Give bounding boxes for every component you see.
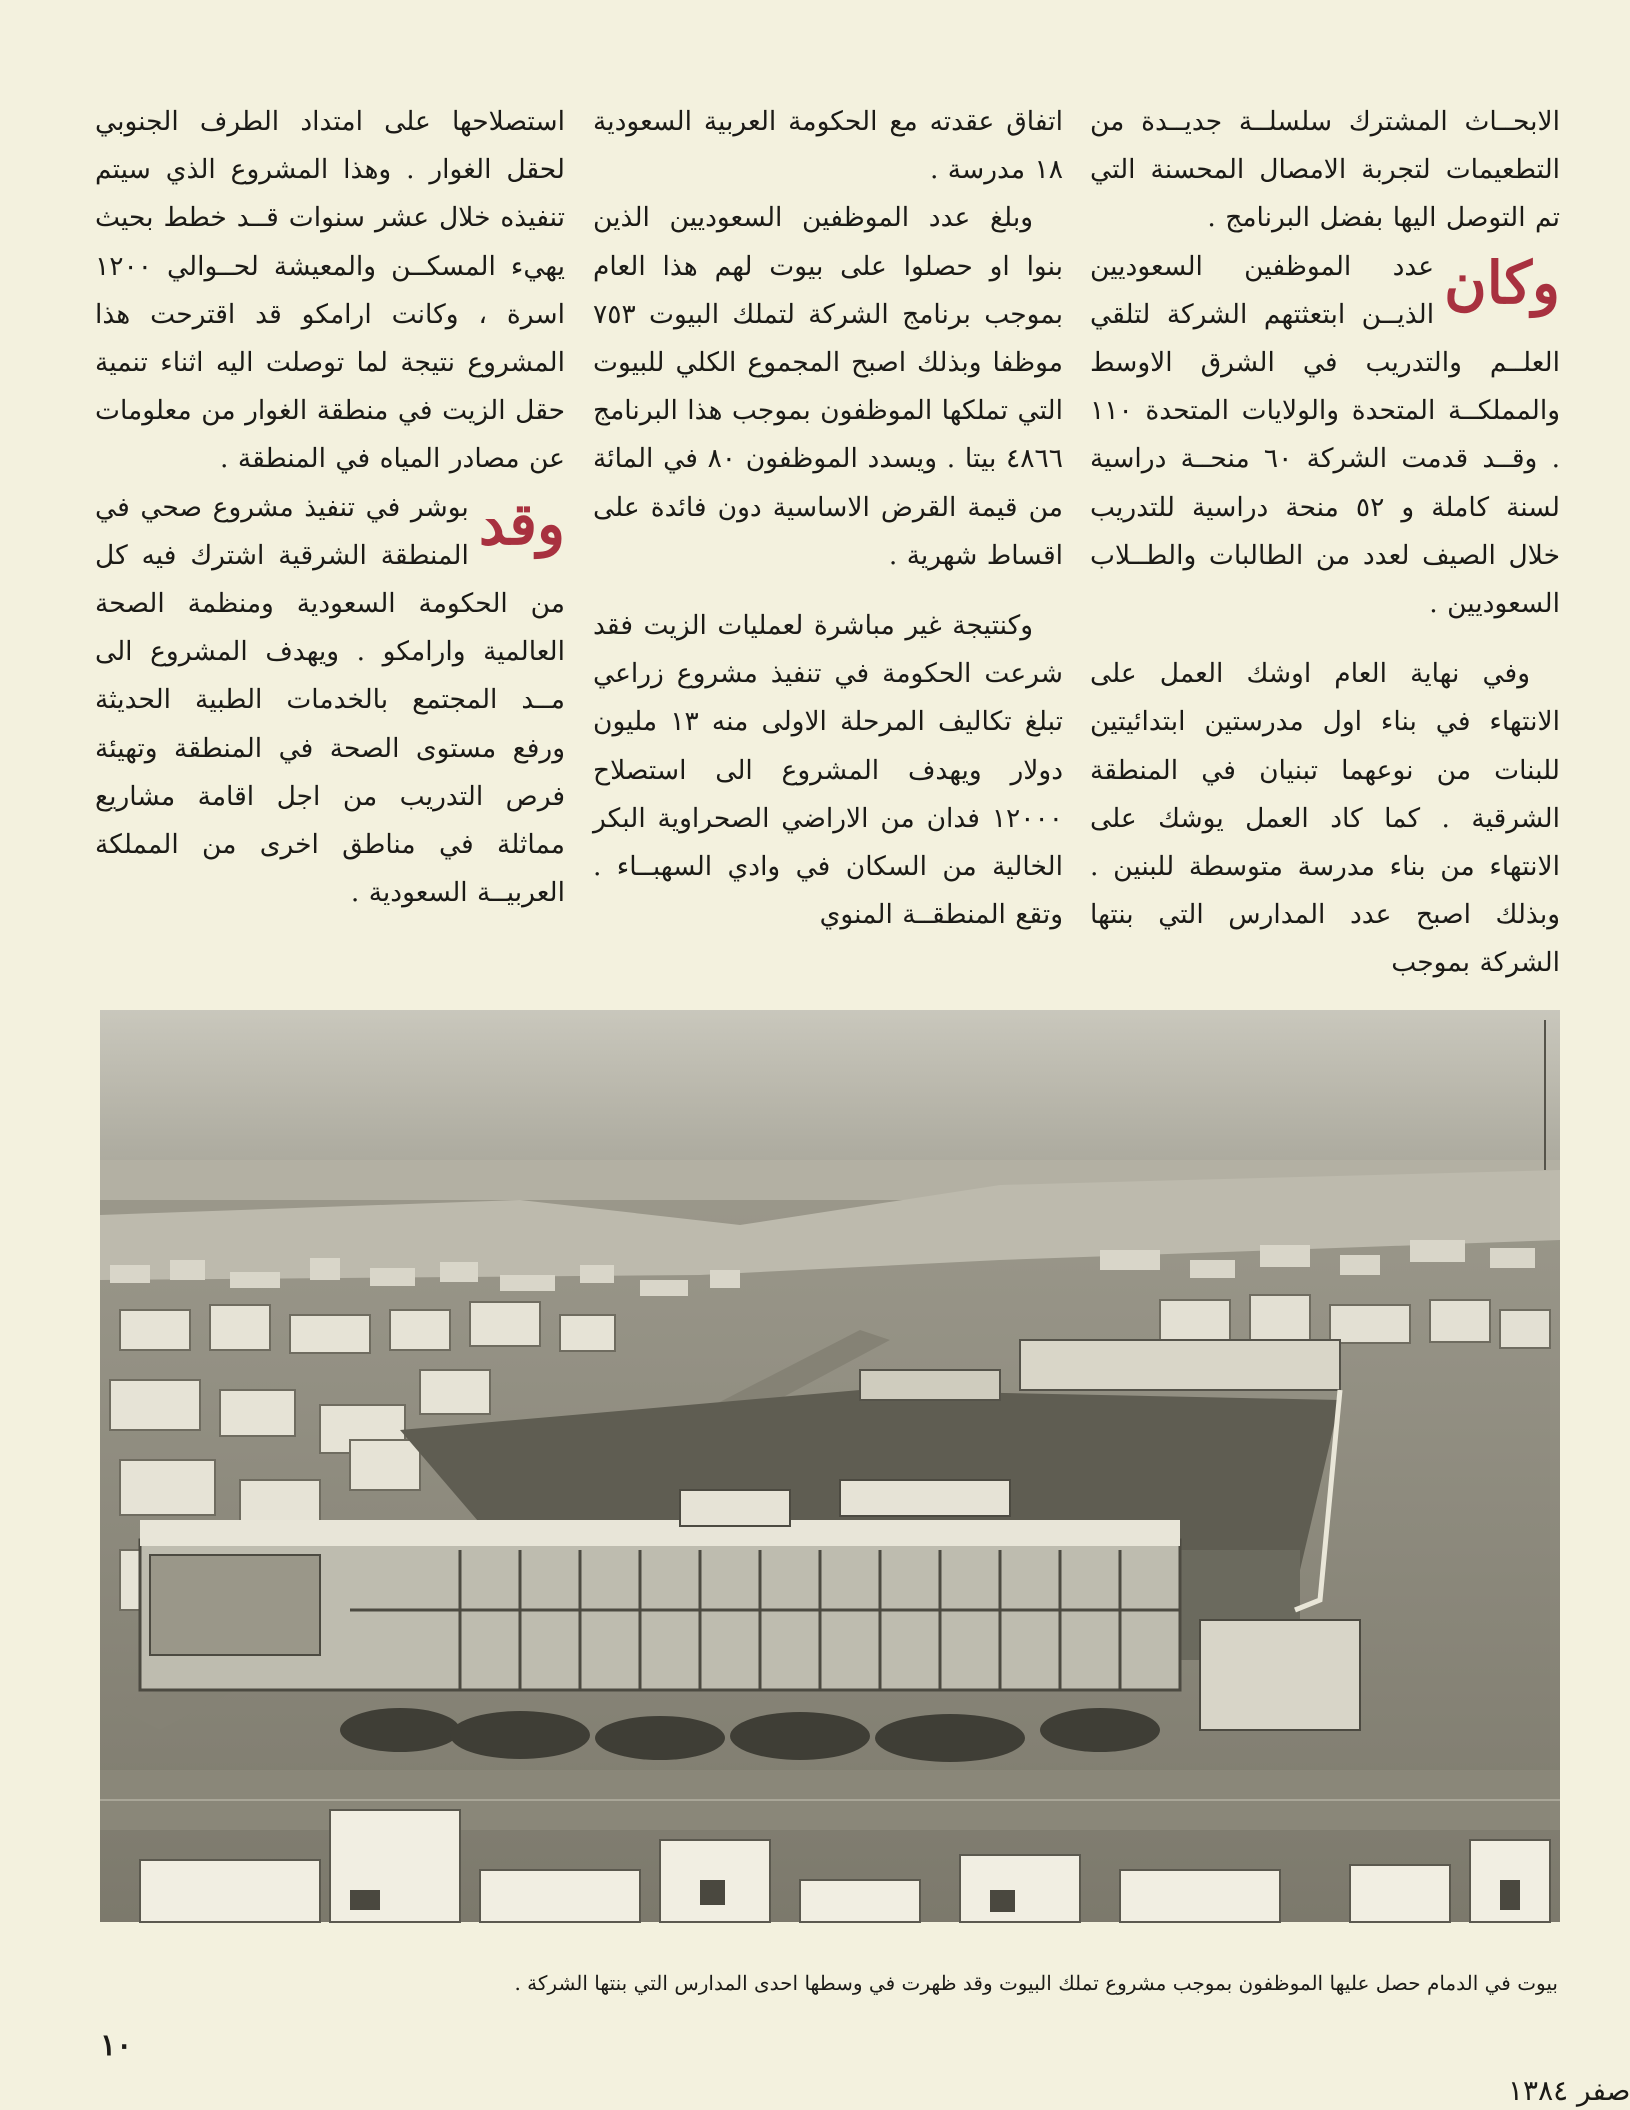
paragraph: وبلغ عدد الموظفين السعوديين الذين بنوا او حصلوا على بيوت لهم هذا العام بموجب برنامج الشركة لتملك البيوت ٧٥٣ موظفا وبذلك اصبح المجموع الكلي للبيوت التي تملكها الموظفون بموجب هذا البرنامج ٤٨٦٦ بيتا . ويسدد الموظفون ٨٠ في المائة من قيمة القرض الاساسية دون فائدة على اقساط شهرية . [593,202,1063,571]
paragraph: وكنتيجة غير مباشرة لعمليات الزيت فقد شرعت الحكومة في تنفيذ مشروع زراعي تبلغ تكاليف المرحلة الاولى منه ١٣ مليون دولار ويهدف المشروع الى استصلاح ١٢٠٠٠ فدان من الاراضي الصحراوية البكر الخالية من السكان في وادي السهبــاء . وتقع المنطقــة المنوي [593,610,1063,931]
photo-caption: بيوت في الدمام حصل عليها الموظفون بموجب مشروع تملك البيوت وقد ظهرت في وسطها احدى المدارس التي بنتها الشركة . [514,1971,1558,1995]
paragraph-text: عدد الموظفين السعوديين الذيــن ابتعثتهم الشركة لتلقي العلــم والتدريب في الشرق الاوسط والمملكــة المتحدة والولايات المتحدة ١١٠ . وقــد قدمت الشركة ٦٠ منحــة دراسية لسنة كاملة و ٥٢ منحة دراسية للتدريب خلال الصيف لعدد من الطالبات والطــلاب السعوديين . [1090,250,1561,620]
article-body [95,98,1561,979]
aerial-photo-dammam [100,1010,1560,1922]
page-number: ١٠ [100,2028,133,2063]
dropcap: وكان [1444,248,1560,317]
issue-date: صفر ١٣٨٤ [1508,2074,1630,2107]
photo-illustration [100,1010,1560,1922]
column-left [95,98,565,917]
column-middle [593,98,1063,939]
paragraph: وفي نهاية العام اوشك العمل على الانتهاء في بناء اول مدرستين ابتدائيتين للبنات من نوعهما تبنيان في المنطقة الشرقية . كما كاد العمل يوشك على الانتهاء من بناء مدرسة متوسطة للبنين . وبذلك اصبح عدد المدارس التي بنتها الشركة بموجب [1090,658,1560,979]
paragraph-text: بوشر في تنفيذ مشروع صحي في المنطقة الشرقية اشترك فيه كل من الحكومة السعودية ومنظمة الصحة العالمية وارامكو . ويهدف المشروع الى مــد المجتمع بالخدمات الطبية الحديثة ورفع مستوى الصحة في المنطقة وتهيئة فرص التدريب من اجل اقامة مشاريع مماثلة في مناطق اخرى من المملكة العربيــة السعودية . [95,491,565,909]
column-right [1090,98,1560,988]
paragraph: استصلاحها على امتداد الطرف الجنوبي لحقل الغوار . وهذا المشروع الذي سيتم تنفيذه خلال عشر سنوات قــد خطط بحيث يهيء المسكــن والمعيشة لحــوالي ١٢٠٠ اسرة ، وكانت ارامكو قد اقترحت هذا المشروع نتيجة لما توصلت اليه اثناء تنمية حقل الزيت في منطقة الغوار من معلومات عن مصادر المياه في المنطقة . [95,106,565,475]
paragraph-with-dropcap [1090,243,1560,629]
paragraph: اتفاق عقدته مع الحكومة العربية السعودية ١٨ مدرسة . [593,106,1063,186]
dropcap: وقد [478,489,565,558]
paragraph-with-dropcap [95,484,565,918]
paragraph: الابحــاث المشترك سلسلــة جديــدة من التطعيمات لتجربة الامصال المحسنة التي تم التوصل اليها بفضل البرنامج . [1090,106,1560,234]
